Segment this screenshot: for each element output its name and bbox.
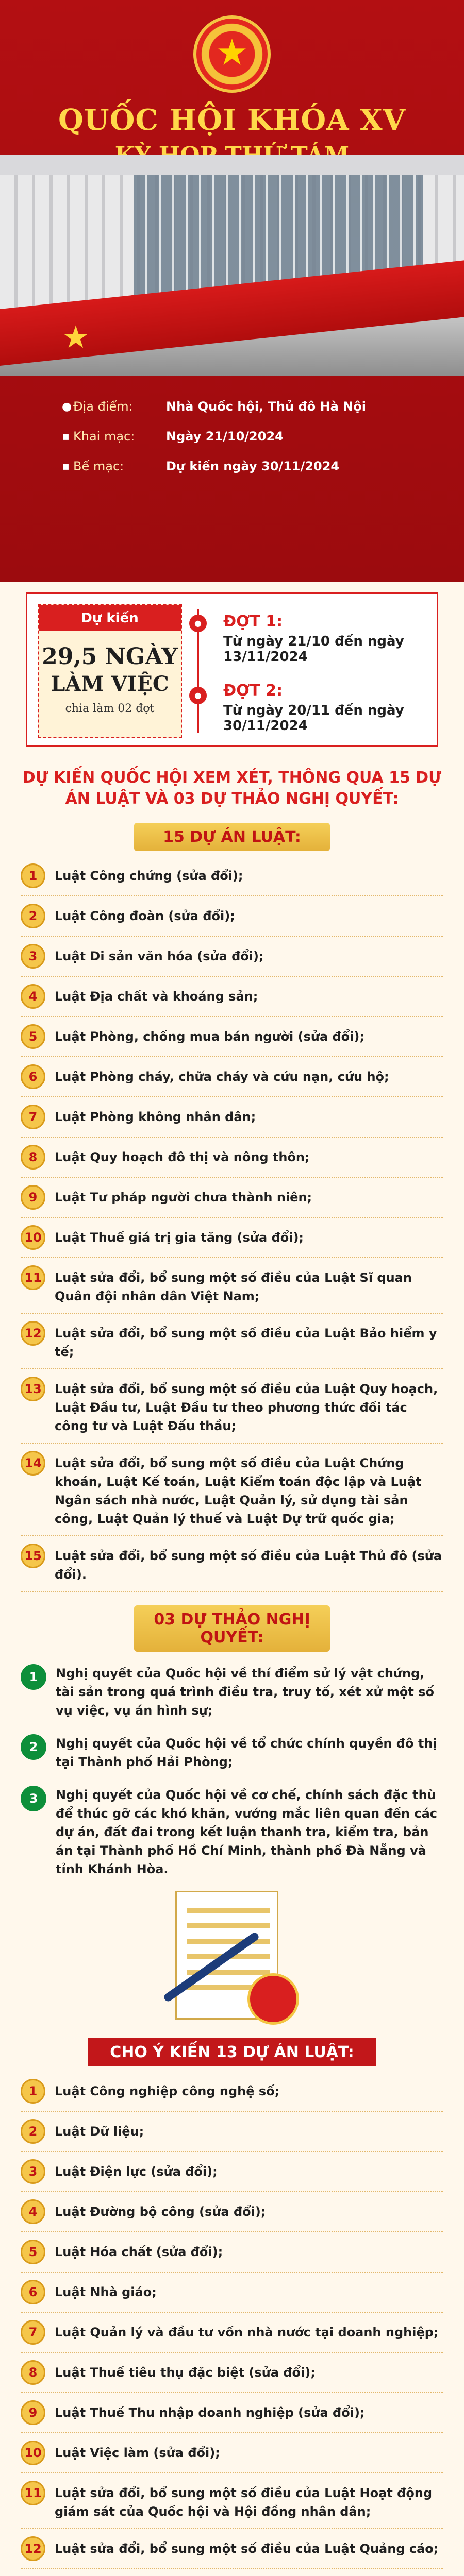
duration-label: Dự kiến [39,605,181,631]
calendar-icon: ▪ [62,430,70,443]
duration-days: 29,5 NGÀY [42,643,178,670]
opinions-list [21,2072,443,2576]
opinion-item [21,2473,443,2529]
law-item [21,1369,443,1444]
number-badge: 13 [21,1377,45,1401]
law-item [21,1017,443,1057]
law-text: Luật Di sản văn hóa (sửa đổi); [55,949,264,963]
number-badge: 7 [21,2320,45,2345]
number-badge: 10 [21,1225,45,1250]
number-badge: 1 [21,2079,45,2104]
law-item [21,1314,443,1369]
law-text: Luật Tư pháp người chưa thành niên; [55,1190,312,1205]
number-badge: 3 [21,944,45,969]
opinion-item [21,2072,443,2112]
opinions-subhead: CHO Ý KIẾN 13 DỰ ÁN LUẬT: [88,2038,376,2066]
number-badge: 12 [21,2536,45,2561]
opinion-text: Luật Thuế Thu nhập doanh nghiệp (sửa đổi); [55,2405,365,2420]
resolution-item [21,1778,443,1886]
flag-star-icon: ★ [62,319,90,355]
info-value: Dự kiến ngày 30/11/2024 [166,459,340,473]
opinion-item [21,2112,443,2152]
location-icon: ● [62,400,72,413]
opinion-item [21,2393,443,2433]
number-badge: 2 [21,904,45,928]
law-item [21,1097,443,1138]
number-badge: 11 [21,2481,45,2505]
number-badge: 9 [21,2400,45,2425]
laws-subhead: 15 DỰ ÁN LUẬT: [134,823,330,851]
info-closing [62,451,464,481]
laws-list [21,856,443,1592]
info-key: Địa điểm: [73,399,133,414]
opinion-text: Luật Đường bộ công (sửa đổi); [55,2205,266,2219]
resolutions-subhead: 03 DỰ THẢO NGHỊ QUYẾT: [134,1605,330,1652]
law-text: Luật Thuế giá trị gia tăng (sửa đổi); [55,1230,304,1245]
number-badge: 15 [21,1544,45,1568]
calendar-icon: ▪ [62,460,70,473]
opinion-text: Luật Việc làm (sửa đổi); [55,2446,220,2460]
info-key: Bế mạc: [73,459,124,473]
law-item [21,1057,443,1097]
opinion-text: Luật Dữ liệu; [55,2124,144,2139]
duration-working: LÀM VIỆC [51,672,169,696]
opinion-text: Luật Hóa chất (sửa đổi); [55,2245,223,2259]
number-badge: 2 [21,2119,45,2144]
resolution-item [21,1727,443,1778]
opinion-item [21,2313,443,2353]
number-badge: 12 [21,1321,45,1346]
opinion-item [21,2192,443,2232]
session-timeline [26,592,438,747]
number-badge: 4 [21,2199,45,2224]
law-item [21,977,443,1017]
law-item [21,856,443,896]
info-value: Ngày 21/10/2024 [166,429,284,444]
opinion-item [21,2353,443,2393]
number-badge: 3 [21,1786,46,1811]
law-text: Luật Phòng không nhân dân; [55,1110,256,1124]
number-badge: 7 [21,1105,45,1129]
opinion-text: Luật Nhà giáo; [55,2285,157,2299]
number-badge: 1 [21,1664,46,1690]
number-badge: 14 [21,1451,45,1476]
law-item [21,1536,443,1592]
law-item [21,1138,443,1178]
law-text: Luật sửa đổi, bổ sung một số điều của Luật Chứng khoán, Luật Kế toán, Luật Kiểm toán độc lập và Luật Ngân sách nhà nước, Luật Quản lý, sử dụng tài sản công, Luật Quản lý thuế và Luật Dự trữ quốc gia; [55,1456,422,1526]
law-item [21,1444,443,1536]
law-text: Luật Địa chất và khoáng sản; [55,989,258,1004]
law-item [21,896,443,937]
phase-2 [223,682,437,734]
parliament-building-photo [0,155,464,376]
opinion-text: Luật Quản lý và đầu tư vốn nhà nước tại doanh nghiệp; [55,2325,439,2340]
resolution-text: Nghị quyết của Quốc hội về cơ chế, chính sách đặc thù để thúc gỡ các khó khăn, vướng mắc liên quan đến các dự án, đất đai trong kết luận thanh tra, kiểm tra, bản án tại Thành phố Hồ Chí Minh, thành phố Đà Nẵng và tỉnh Khánh Hòa. [56,1788,438,1876]
opinion-text: Luật Thuế tiêu thụ đặc biệt (sửa đổi); [55,2365,316,2380]
national-emblem-icon: ★ [193,15,271,93]
document-illustration [144,1891,320,2025]
opinion-item [21,2273,443,2313]
info-opening [62,421,464,451]
law-text: Luật Quy hoạch đô thị và nông thôn; [55,1150,310,1164]
timeline-dot: ● [189,687,207,704]
info-key: Khai mạc: [73,429,135,444]
law-text: Luật sửa đổi, bổ sung một số điều của Luật Thủ đô (sửa đổi). [55,1549,442,1582]
opinion-item [21,2529,443,2569]
timeline-dot: ● [189,615,207,632]
number-badge: 4 [21,984,45,1009]
law-text: Luật Phòng, chống mua bán người (sửa đổi); [55,1029,364,1044]
resolutions-list [21,1657,443,1886]
law-item [21,937,443,977]
hero [0,0,464,582]
phase-title: ĐỢT 1: [223,613,283,631]
opinion-item [21,2152,443,2192]
resolution-text: Nghị quyết của Quốc hội về thí điểm sử lý vật chứng, tài sản trong quá trình điều tra, truy tố, xét xử một số vụ việc, vụ án hình sự; [56,1666,435,1718]
number-badge: 3 [21,2159,45,2184]
number-badge: 1 [21,863,45,888]
law-text: Luật Công đoàn (sửa đổi); [55,909,235,923]
phase-title: ĐỢT 2: [223,682,283,700]
number-badge: 6 [21,2280,45,2304]
duration-box [38,604,182,738]
info-location [62,392,464,421]
info-value: Nhà Quốc hội, Thủ đô Hà Nội [166,399,366,414]
opinion-text: Luật Điện lực (sửa đổi); [55,2164,218,2179]
resolution-text: Nghị quyết của Quốc hội về tổ chức chính quyền đô thị tại Thành phố Hải Phòng; [56,1736,437,1769]
info-panel [0,392,464,495]
seal-icon [247,1973,299,2025]
number-badge: 11 [21,1265,45,1290]
law-item [21,1178,443,1218]
laws-heading: DỰ KIẾN QUỐC HỘI XEM XÉT, THÔNG QUA 15 DỰ ÁN LUẬT VÀ 03 DỰ THẢO NGHỊ QUYẾT: [22,769,442,808]
law-text: Luật sửa đổi, bổ sung một số điều của Luật Bảo hiểm y tế; [55,1326,437,1359]
number-badge: 5 [21,1024,45,1049]
number-badge: 8 [21,1145,45,1170]
phase-date: Từ ngày 20/11 đến ngày 30/11/2024 [223,703,404,734]
number-badge: 10 [21,2441,45,2465]
title-main: QUỐC HỘI KHÓA XV [58,103,406,137]
opinion-text: Luật sửa đổi, bổ sung một số điều của Luật Hoạt động giám sát của Quốc hội và Hội đồng nhân dân; [55,2486,433,2519]
duration-split: chia làm 02 đợt [65,702,155,715]
number-badge: 6 [21,1064,45,1089]
law-item [21,1218,443,1258]
law-item [21,1258,443,1314]
law-text: Luật sửa đổi, bổ sung một số điều của Luật Quy hoạch, Luật Đầu tư, Luật Đầu tư theo phương thức đối tác công tư và Luật Đấu thầu; [55,1382,438,1433]
opinion-text: Luật sửa đổi, bổ sung một số điều của Luật Quảng cáo; [55,2541,439,2556]
number-badge: 8 [21,2360,45,2385]
phase-1 [223,613,437,665]
opinion-item [21,2232,443,2273]
number-badge: 2 [21,1734,46,1760]
number-badge: 9 [21,1185,45,1210]
law-text: Luật Phòng cháy, chữa cháy và cứu nạn, cứu hộ; [55,1070,389,1084]
number-badge: 5 [21,2240,45,2264]
phase-date: Từ ngày 21/10 đến ngày 13/11/2024 [223,634,404,665]
opinion-item [21,2433,443,2473]
opinion-item [21,2569,443,2576]
law-text: Luật sửa đổi, bổ sung một số điều của Luật Sĩ quan Quân đội nhân dân Việt Nam; [55,1270,412,1303]
law-text: Luật Công chứng (sửa đổi); [55,869,243,883]
opinion-text: Luật Công nghiệp công nghệ số; [55,2084,280,2098]
resolution-item [21,1657,443,1727]
